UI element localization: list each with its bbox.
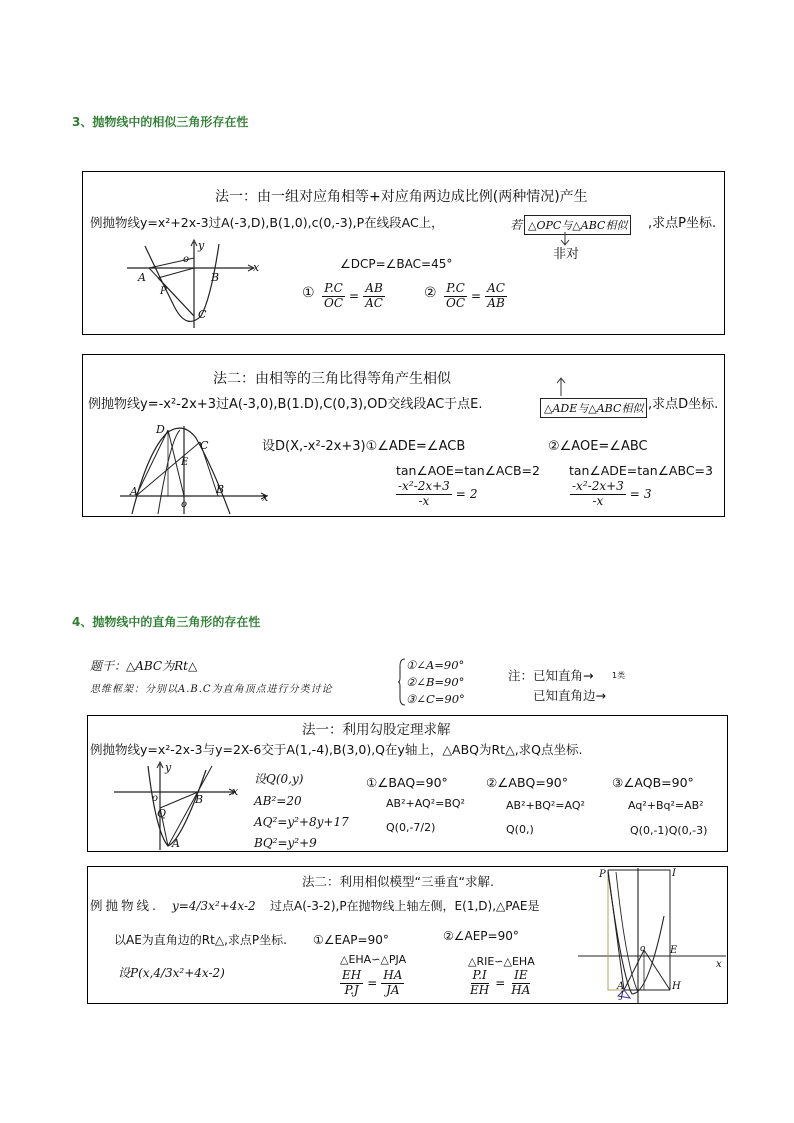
method2-graph [118, 420, 268, 515]
method1-ask: ,求点P坐标. [648, 216, 717, 231]
method2-set: 设D(X,-x²-2x+3)①∠ADE=∠ACB [262, 439, 466, 454]
f1-rd: JA [386, 982, 400, 997]
method3-case3-eq: Aq²+Bq²=AB² [628, 799, 704, 812]
graph3-label-B: B [195, 793, 204, 806]
case-brace [398, 658, 406, 706]
method2-up-arrow [556, 376, 566, 398]
method1-condition-box: △OPC与△ABC相似 [524, 215, 631, 235]
method1-condition-prefix: 若 [510, 218, 523, 232]
method3-work-4: BQ²=y²+9 [254, 836, 317, 850]
method4-c1: ①∠EAP=90° [313, 933, 389, 947]
method3-case1-res: Q(0,-7/2) [386, 821, 436, 834]
method2-ask: ,求点D坐标. [648, 397, 719, 412]
method2-title: 法二：由相等的三角比得等角产生相似 [213, 371, 451, 387]
method1-graph [125, 238, 265, 330]
graph4-label-H: H [672, 981, 681, 992]
f1-rn: HA [383, 968, 403, 982]
f2-ln: P.I [472, 968, 487, 982]
graph1-label-A: A [138, 271, 146, 284]
method4-frac2: $\frac{P.I}{EH}$ = $\frac{IE}{HA}$ [470, 968, 531, 997]
method4-example-suffix: 过点A(-3-2),P在抛物线上轴左侧，E(1,D),△PAE是 [270, 899, 540, 913]
graph2-label-E: E [181, 457, 189, 468]
method1-example: 例抛物线y=x²+2x-3过A(-3,D),B(1,0),c(0,-3),P在线段AC上， [90, 215, 444, 230]
frac2-val: 3 [643, 487, 652, 502]
thinking-line: 思维框架：分别以A.B.C为直角顶点进行分类讨论 [90, 684, 333, 695]
method2-condition-box: △ADE与△ABC相似 [540, 398, 647, 418]
method4-sim2: △RIE∽△EHA [468, 955, 535, 968]
frac2-den: -x [592, 493, 604, 508]
graph4-label-E: E [670, 945, 678, 956]
case2-right-num: AC [487, 281, 505, 295]
method3-case2-title: ②∠ABQ=90° [486, 775, 569, 790]
note-tail: 1类 [612, 671, 626, 680]
method1-case2-eq: $\frac{P.C}{OC}$ = $\frac{AC}{AB}$ [446, 281, 505, 310]
intro-case2: ②∠B=90° [406, 675, 465, 689]
method3-case2-eq: AB²+BQ²=AQ² [506, 799, 585, 812]
graph1-label-y: y [198, 239, 205, 252]
method2-frac2: $\frac{\text{-x²-2x+3}}{-x}$ = 3 [572, 479, 652, 508]
graph2-label-B: B [216, 483, 225, 496]
method3-example: 例抛物线y=x²-2x-3与y=2X-6交于A(1,-4),B(3,0),Q在y轴上，△ABQ为Rt△,求Q点坐标. [90, 742, 583, 757]
graph3-label-Q: Q [157, 807, 167, 820]
frac2-num: -x²-2x+3 [572, 479, 624, 493]
method4-graph [578, 866, 728, 1004]
method1-case2-mark: ② [424, 285, 437, 301]
case1-right-den: AC [365, 295, 383, 310]
graph2-label-C: C [200, 439, 209, 452]
case2-right-den: AB [487, 295, 505, 310]
note-label: 注：已知直角→ [508, 668, 594, 683]
method4-setP: 设P(x,4/3x²+4x-2) [118, 966, 225, 980]
f1-ld: P.J [344, 982, 359, 997]
method2-tan1: tan∠AOE=tan∠ACB=2 [396, 463, 540, 478]
frac1-den: -x [418, 493, 430, 508]
method3-work-2: AB²=20 [254, 794, 302, 808]
graph1-label-x: x [253, 261, 260, 274]
graph3-label-o: o [152, 793, 159, 804]
method3-case1-title: ①∠BAQ=90° [366, 775, 448, 790]
method2-example: 例抛物线y=-x²-2x+3过A(-3,0),B(1.D),C(0,3),OD交线段AC于点E. [88, 397, 483, 412]
frac1-num: -x²-2x+3 [398, 479, 450, 493]
graph4-label-I: I [672, 868, 676, 879]
frac1-val: 2 [469, 487, 478, 502]
method1-angle-eq: ∠DCP=∠BAC=45° [340, 257, 453, 271]
graph2-label-o: o [181, 499, 188, 510]
section4-heading: 4、抛物线中的直角三角形的存在性 [72, 615, 261, 629]
note2: 已知直角边→ [533, 688, 606, 703]
graph4-label-A: A [617, 981, 625, 992]
graph3-label-x: x [232, 785, 239, 798]
method3-work-1: 设Q(0,y) [254, 772, 304, 786]
method1-case1-mark: ① [302, 285, 315, 301]
intro-case3: ③∠C=90° [406, 692, 465, 706]
f2-ld: EH [470, 982, 490, 997]
case1-left-num: P.C [324, 281, 343, 295]
case2-left-den: OC [446, 295, 466, 310]
graph1-label-C: C [198, 308, 207, 321]
graph2-label-x: x [262, 491, 269, 504]
graph1-label-P: P [160, 286, 167, 297]
f1-ln: EH [342, 968, 362, 982]
graph2-label-D: D [156, 423, 165, 436]
method3-title: 法一：利用勾股定理求解 [302, 722, 451, 738]
method4-frac1: $\frac{EH}{P.J}$ = $\frac{HA}{JA}$ [342, 968, 403, 997]
method2-tan2: tan∠ADE=tan∠ABC=3 [569, 463, 713, 478]
method3-case3-title: ③∠AQB=90° [612, 775, 694, 790]
graph4-label-J: J [620, 991, 624, 1001]
method4-sim1: △EHA∽△PJA [340, 953, 407, 966]
method1-title: 法一：由一组对应角相等+对应角两边成比例(两种情况)产生 [215, 189, 588, 205]
method4-example-prefix: 例抛物线. [90, 898, 159, 913]
method4-c2: ②∠AEP=90° [443, 929, 519, 943]
graph4-label-P: P [599, 869, 606, 880]
graph1-label-B: B [211, 271, 220, 284]
case2-left-num: P.C [446, 281, 465, 295]
method3-case2-res: Q(0,) [506, 823, 534, 836]
method2-frac1: $\frac{\text{-x²-2x+3}}{-x}$ = 2 [398, 479, 478, 508]
method3-case1-eq: AB²+AQ²=BQ² [386, 797, 465, 810]
graph1-label-o: o [183, 254, 190, 265]
method1-down-arrow [560, 232, 570, 246]
graph4-label-x: x [716, 959, 722, 970]
topic-line: 题干：△ABC为Rt△ [90, 659, 198, 673]
intro-case1: ①∠A=90° [406, 658, 465, 672]
graph3-label-A: A [172, 837, 180, 850]
case1-left-den: OC [324, 295, 344, 310]
method4-line2: 以AE为直角边的Rt△,求点P坐标. [114, 933, 287, 947]
method4-title: 法二：利用相似模型“三垂直“求解. [302, 874, 494, 889]
graph4-label-o: o [640, 944, 646, 954]
case1-right-num: AB [365, 281, 383, 295]
method2-case2: ②∠AOE=∠ABC [548, 439, 648, 454]
f2-rd: HA [511, 982, 531, 997]
graph3-label-y: y [165, 761, 172, 774]
method1-case1-eq: $\frac{P.C}{OC}$ = $\frac{AB}{AC}$ [324, 281, 383, 310]
section3-heading: 3、抛物线中的相似三角形存在性 [72, 115, 249, 129]
method1-arrow-note: 非对 [553, 247, 580, 262]
f2-rn: IE [514, 968, 528, 982]
method3-work-3: AQ²=y²+8y+17 [254, 815, 349, 829]
method4-example-eq: y=4/3x²+4x-2 [172, 899, 256, 913]
method3-case3-res: Q(0,-1)Q(0,-3) [630, 824, 708, 837]
graph2-label-A: A [130, 485, 138, 498]
